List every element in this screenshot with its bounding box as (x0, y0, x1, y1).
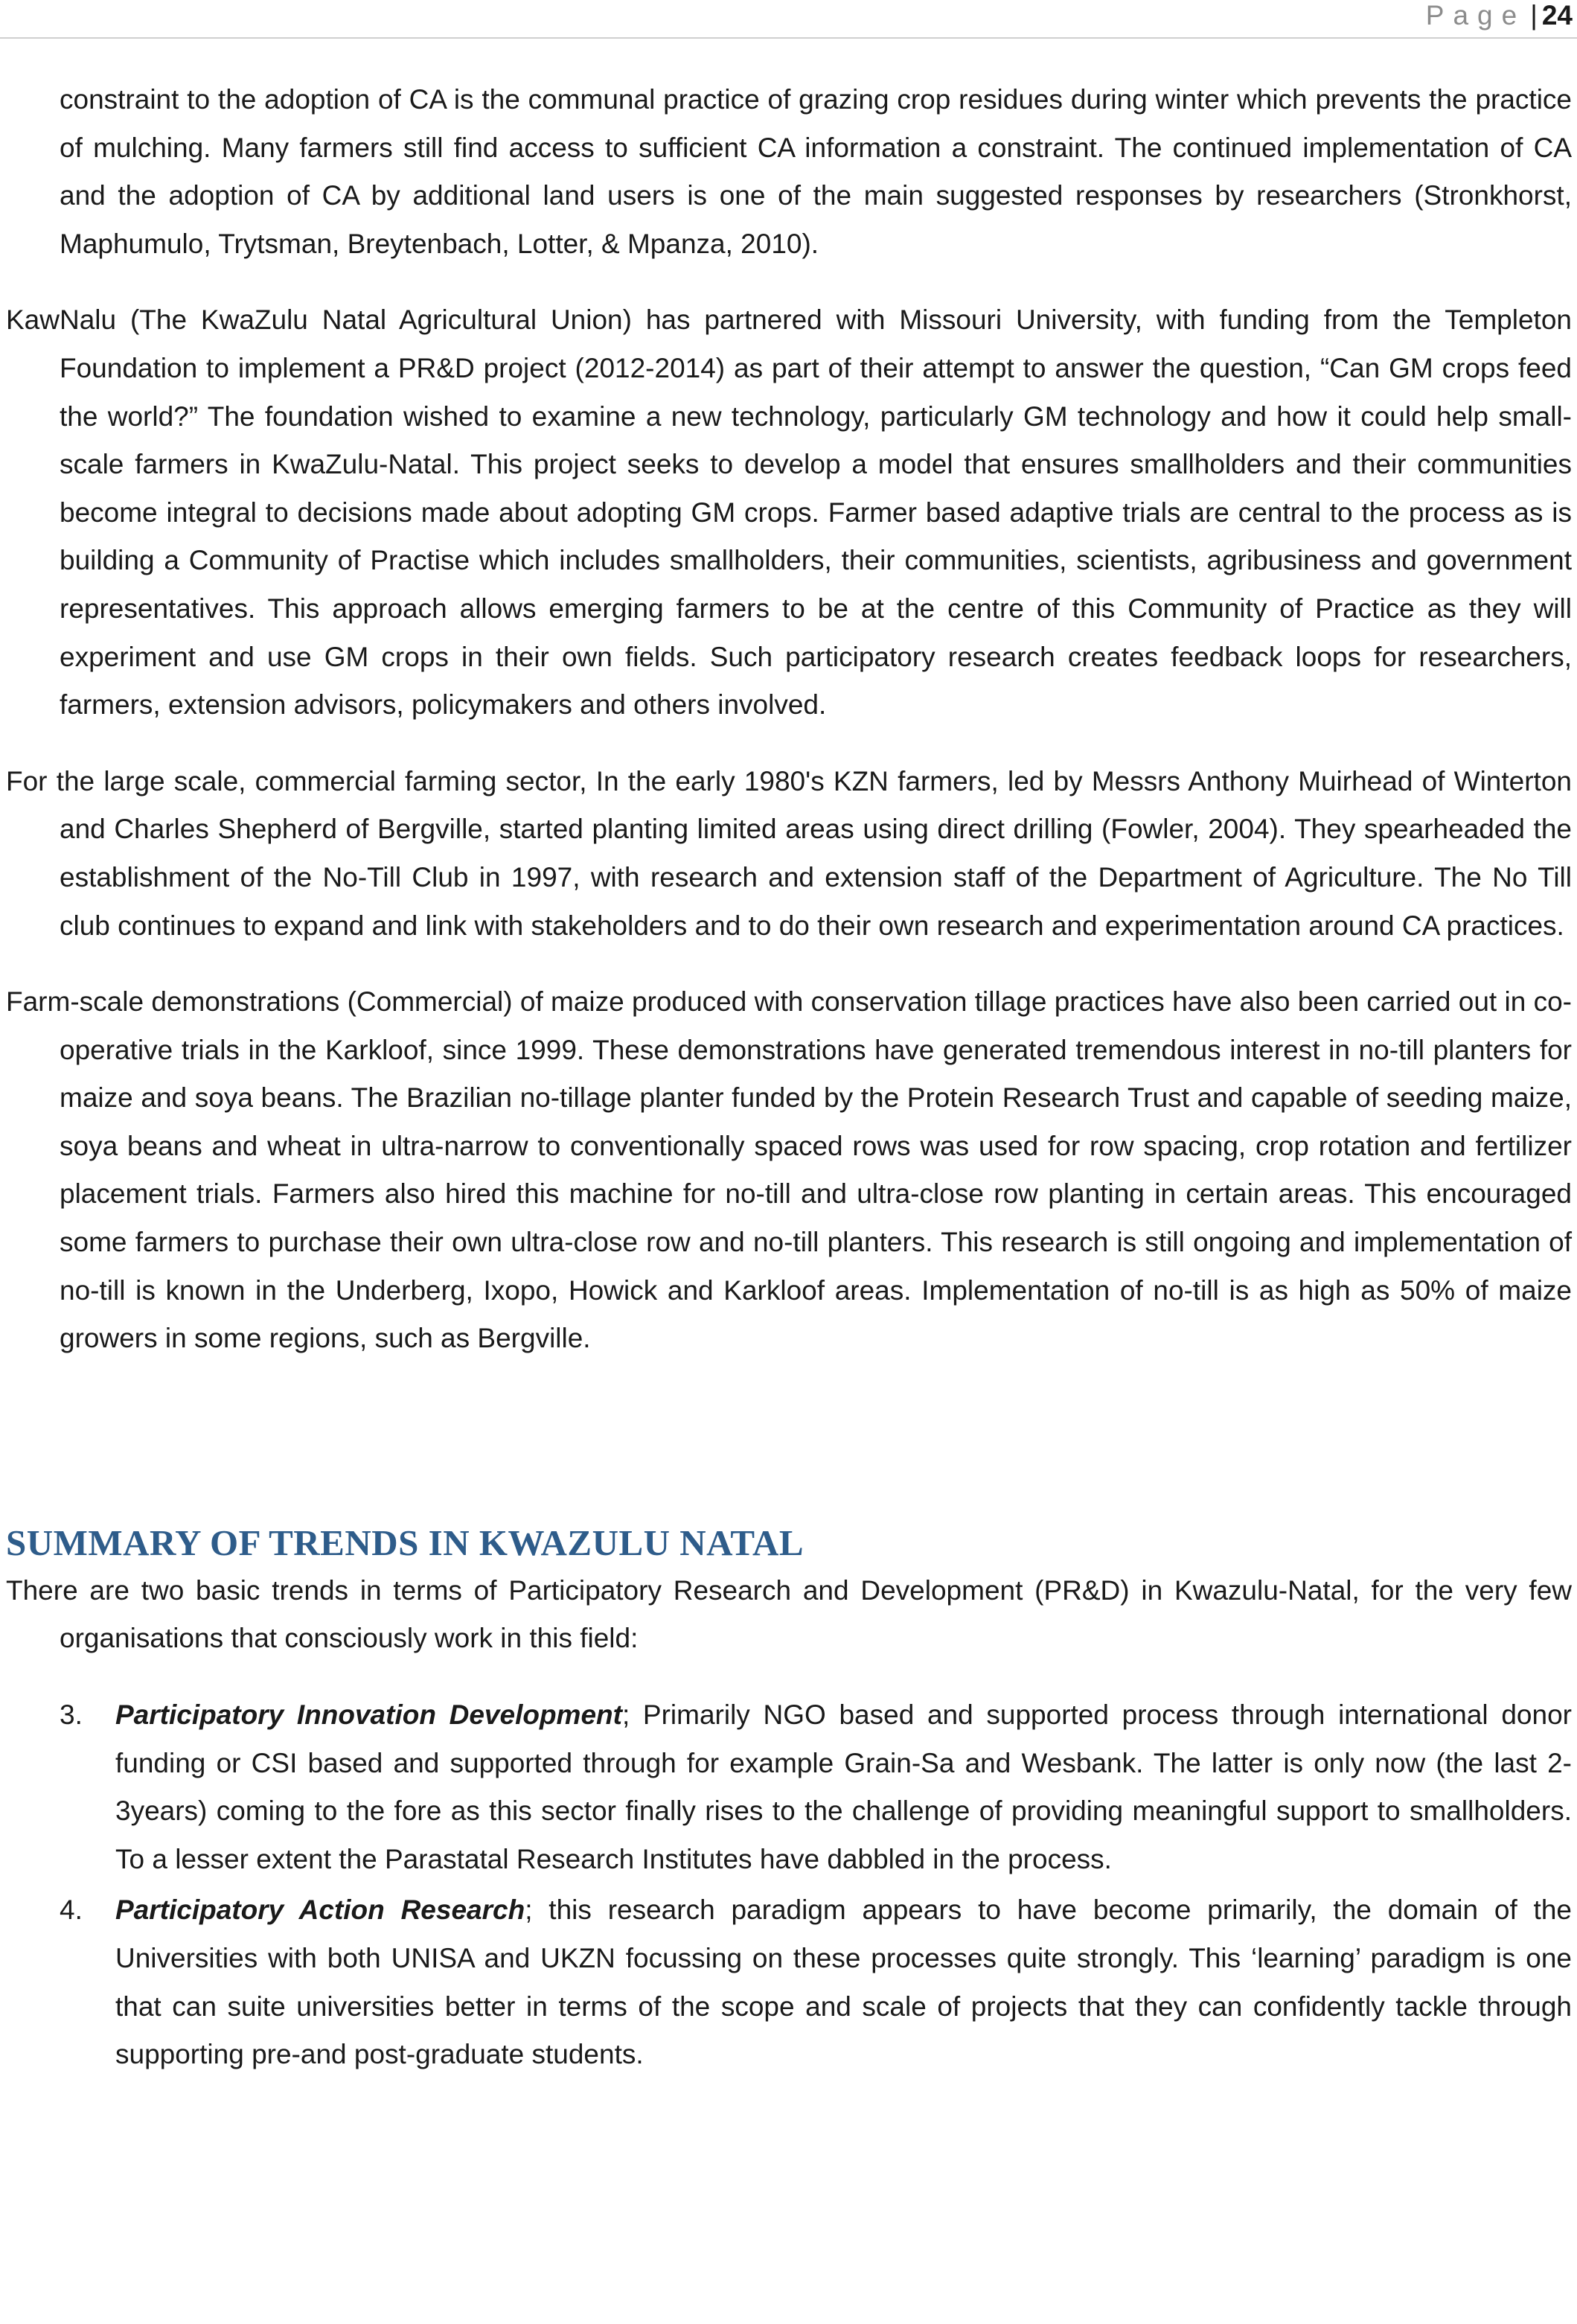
list-item (0, 1886, 1572, 2078)
paragraph-commercial-sector: For the large scale, commercial farming sector, In the early 1980's KZN farmers, led by Messrs Anthony Muirhead of Winterton and Charles Shepherd of Bergville, started planting limited areas using direct drilling (Fowler, 2004). They spearheaded the establishment of the No-Till Club in 1997, with research and extension staff of the Department of Agriculture. The No Till club continues to expand and link with stakeholders and to do their own research and experimentation around CA practices. (6, 765, 1572, 941)
section-intro: There are two basic trends in terms of Participatory Research and Development (PR&D) in Kwazulu-Natal, for the very few organisations that consciously work in this field: (6, 1574, 1572, 1654)
paragraph-ca-constraints: constraint to the adoption of CA is the communal practice of grazing crop residues during winter which prevents the practice of mulching. Many farmers still find access to sufficient CA information a constraint. The continued implementation of CA and the adoption of CA by additional land users is one of the main suggested responses by researchers (Stronkhorst, Maphumulo, Trytsman, Breytenbach, Lotter, & Mpanza, 2010). (60, 84, 1572, 259)
document-body (0, 76, 1572, 2082)
paragraph-farm-scale-demos: Farm-scale demonstrations (Commercial) of maize produced with conservation tillage practices have also been carried out in co-operative trials in the Karkloof, since 1999. These demonstrations have generated tremendous interest in no-till planters for maize and soya beans. The Brazilian no-tillage planter funded by the Protein Research Trust and capable of seeding maize, soya beans and wheat in ultra-narrow to conventionally spaced rows was used for row spacing, crop rotation and fertilizer placement trials. Farmers also hired this machine for no-till and ultra-close row planting in certain areas. This encouraged some farmers to purchase their own ultra-close row and no-till planters. This research is still ongoing and implementation of no-till is known in the Underberg, Ixopo, Howick and Karkloof areas. Implementation of no-till is as high as 50% of maize growers in some regions, such as Bergville. (6, 986, 1572, 1354)
list-item-text: ; Primarily NGO based and supported process through international donor funding or CSI based and supported through for example Grain-Sa and Wesbank. The latter is only now (the last 2-3years) coming to the fore as this sector finally rises to the challenge of providing meaningful support to smallholders. To a lesser extent the Parastatal Research Institutes have dabbled in the process. (115, 1699, 1572, 1874)
list-item (0, 1691, 1572, 1883)
list-item-number: 4. (60, 1894, 83, 1926)
page-number: 24 (1541, 0, 1573, 31)
page-header (0, 0, 1577, 39)
list-item-text: ; this research paradigm appears to have become primarily, the domain of the Universities with both UNISA and UKZN focussing on these processes quite strongly. This ‘learning’ paradigm is one that can suite universities better in terms of the scope and scale of projects that they can confidently tackle through supporting pre-and post-graduate students. (115, 1894, 1572, 2070)
paragraph-kwanalu: KawNalu (The KwaZulu Natal Agricultural Union) has partnered with Missouri University, with funding from the Templeton Foundation to implement a PR&D project (2012-2014) as part of their attempt to answer the question, “Can GM crops feed the world?” The foundation wished to examine a new technology, particularly GM technology and how it could help small-scale farmers in KwaZulu-Natal. This project seeks to develop a model that ensures smallholders and their communities become integral to decisions made about adopting GM crops. Farmer based adaptive trials are central to the process as is building a Community of Practise which includes smallholders, their communities, scientists, agribusiness and government representatives. This approach allows emerging farmers to be at the centre of this Community of Practice as they will experiment and use GM crops in their own fields. Such participatory research creates feedback loops for researchers, farmers, extension advisors, policymakers and others involved. (6, 304, 1572, 721)
list-item-term: Participatory Innovation Development (115, 1699, 622, 1731)
page-separator: | (1530, 0, 1538, 31)
list-item-number: 3. (60, 1699, 83, 1731)
trends-list (0, 1691, 1572, 2079)
list-item-term: Participatory Action Research (115, 1894, 525, 1926)
section-heading: SUMMARY OF TRENDS IN KWAZULU NATAL (6, 1522, 805, 1563)
page-number-label (1426, 0, 1573, 31)
page-word: Page (1425, 0, 1526, 31)
